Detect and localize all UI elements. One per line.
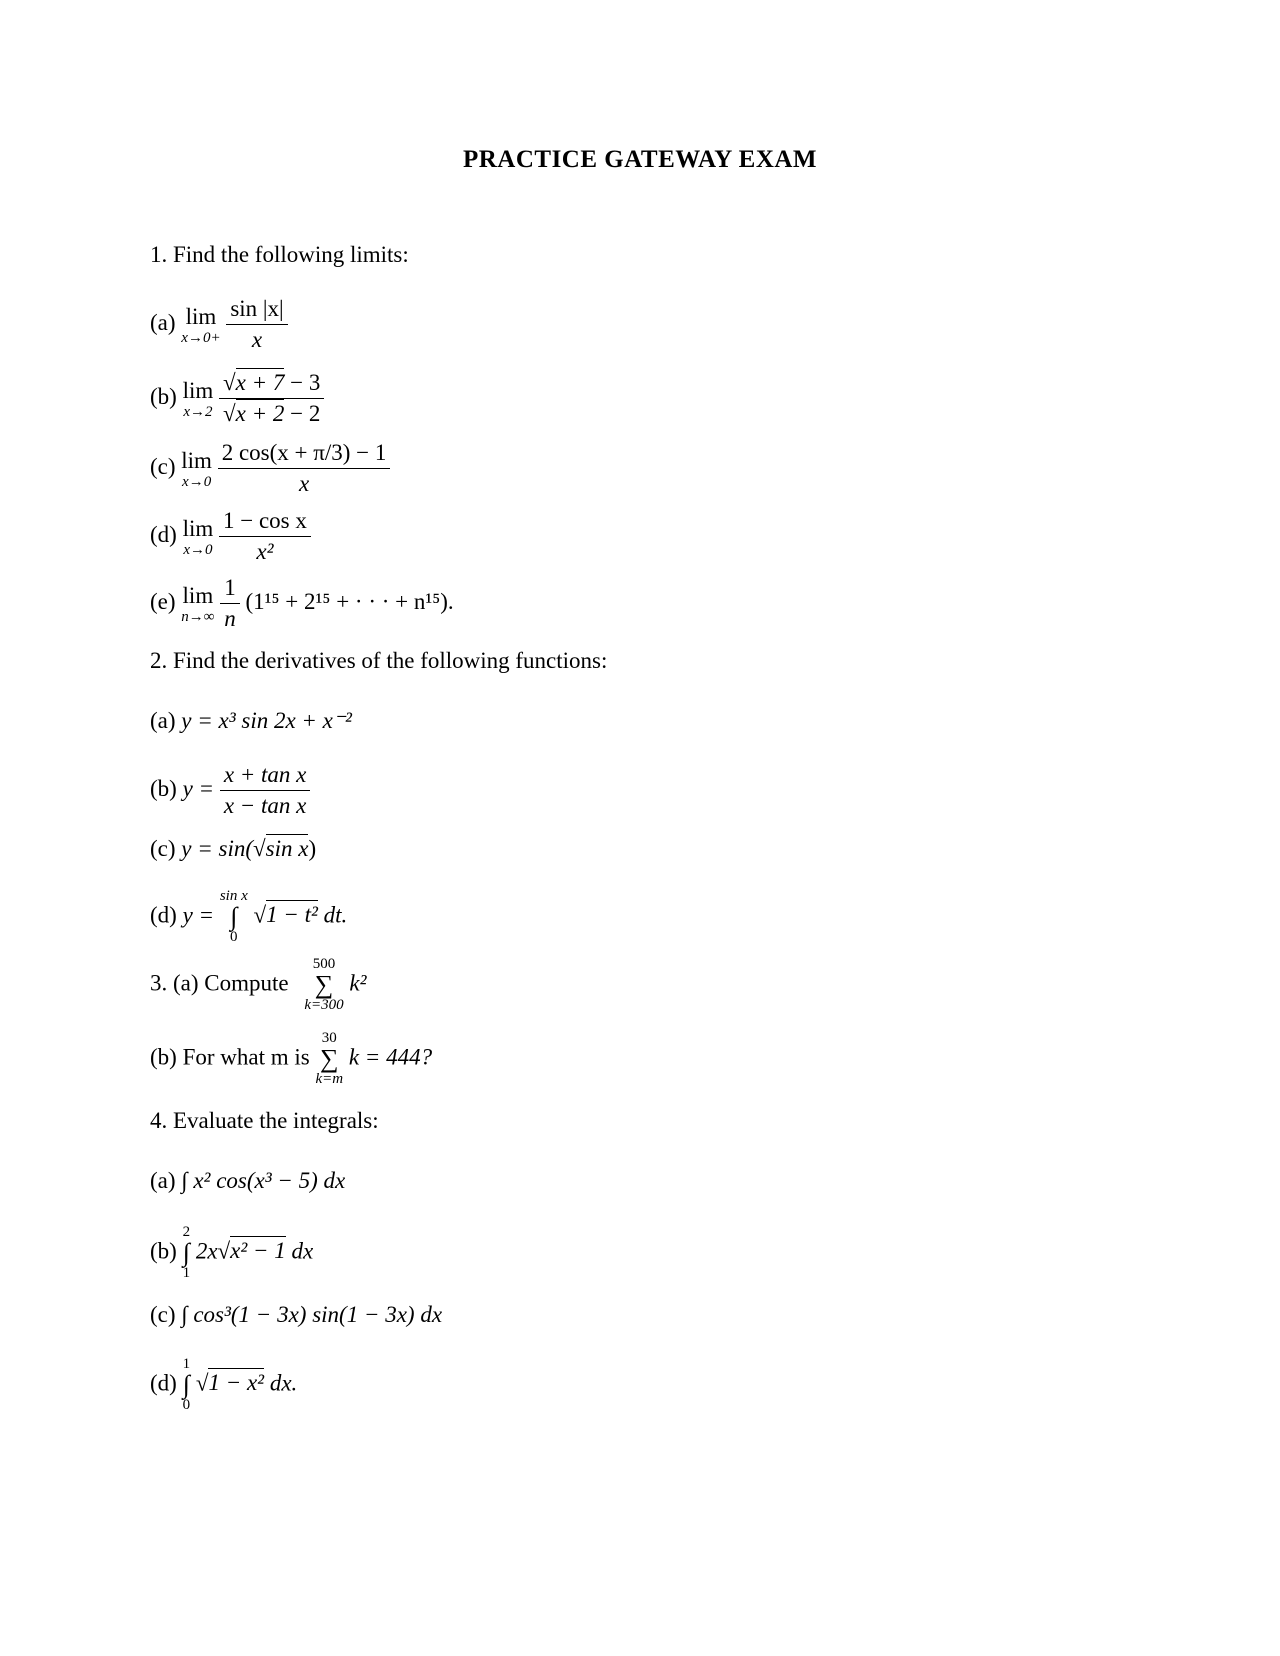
- integral-b: (b) 2 ∫ 1 2x√x² − 1 dx: [150, 1224, 314, 1281]
- lim-operator: lim x→0: [182, 515, 214, 558]
- derivative-c: (c) y = sin(√sin x): [150, 836, 317, 861]
- label: (d): [150, 1370, 177, 1396]
- integral-operator: 2 ∫ 1: [182, 1224, 191, 1281]
- integral-a: (a) ∫ x² cos(x³ − 5) dx: [150, 1168, 346, 1193]
- integral-d: (d) 1 ∫ 0 √1 − x² dx.: [150, 1356, 298, 1413]
- label: (a): [150, 309, 176, 335]
- lim-operator: lim x→2: [182, 377, 214, 420]
- label: (c): [150, 836, 176, 861]
- lim-operator: lim x→0: [181, 447, 212, 490]
- integral-c: (c) ∫ cos³(1 − 3x) sin(1 − 3x) dx: [150, 1302, 443, 1327]
- limit-b: [150, 370, 324, 427]
- question-2-prompt: 2. Find the derivatives of the following functions:: [150, 648, 608, 673]
- page-title: PRACTICE GATEWAY EXAM: [462, 146, 818, 173]
- sum-operator: 500 ∑ k=300: [304, 956, 344, 1013]
- limit-a: [150, 296, 288, 353]
- label: (c): [150, 453, 176, 479]
- sum-operator: 30 ∑ k=m: [315, 1030, 344, 1087]
- label: (b) For what m is: [150, 1044, 310, 1070]
- question-1-prompt: 1. Find the following limits:: [150, 242, 409, 267]
- sum-expression: (1¹⁵ + 2¹⁵ + · · · + n¹⁵).: [245, 588, 454, 614]
- fraction: $\frac{2 \cos(x + \pi/3) - 1}{x}$: [218, 440, 391, 497]
- fraction: $\frac{\text{1 − cos x}}{\text{x²}}$: [219, 508, 311, 565]
- lim-operator: lim x→0+: [181, 303, 221, 346]
- label: (e): [150, 588, 176, 614]
- question-4-prompt: 4. Evaluate the integrals:: [150, 1108, 379, 1133]
- derivative-d: (d) y = sin x ∫ 0 √1 − t² dt.: [150, 888, 348, 945]
- label: (b): [150, 775, 177, 801]
- label: (a): [150, 708, 176, 733]
- question-3a: 3. (a) Compute 500 ∑ k=300 k²: [150, 956, 367, 1013]
- limit-e: [150, 575, 454, 632]
- derivative-b: (b) y = $\frac{\text{x + tan x}}{\text{x − tan x}}$: [150, 762, 310, 819]
- limit-c: [150, 440, 390, 497]
- label: (c): [150, 1302, 176, 1327]
- label: 3. (a) Compute: [150, 970, 289, 996]
- label: (a): [150, 1168, 176, 1193]
- integral-operator: sin x ∫ 0: [219, 888, 248, 945]
- label: (d): [150, 902, 177, 928]
- function-expression: y = x³ sin 2x + x⁻²: [181, 708, 352, 733]
- question-3b: (b) For what m is 30 ∑ k=m k = 444?: [150, 1030, 433, 1087]
- fraction: $\frac{\sin |x|}{x}$: [226, 296, 287, 353]
- lim-operator: lim n→∞: [181, 582, 215, 625]
- label: (b): [150, 1238, 177, 1264]
- integral-operator: 1 ∫ 0: [182, 1356, 191, 1413]
- fraction: $\frac{\text{x + tan x}}{\text{x − tan x}}$: [220, 762, 311, 819]
- derivative-a: [150, 708, 352, 734]
- label: (b): [150, 383, 177, 409]
- limit-d: [150, 508, 311, 565]
- fraction: $\frac{√x + 7 - 3}{√x + 2 - 2}$: [219, 370, 324, 427]
- label: (d): [150, 521, 177, 547]
- fraction: $\frac{1}{n}$: [220, 575, 240, 632]
